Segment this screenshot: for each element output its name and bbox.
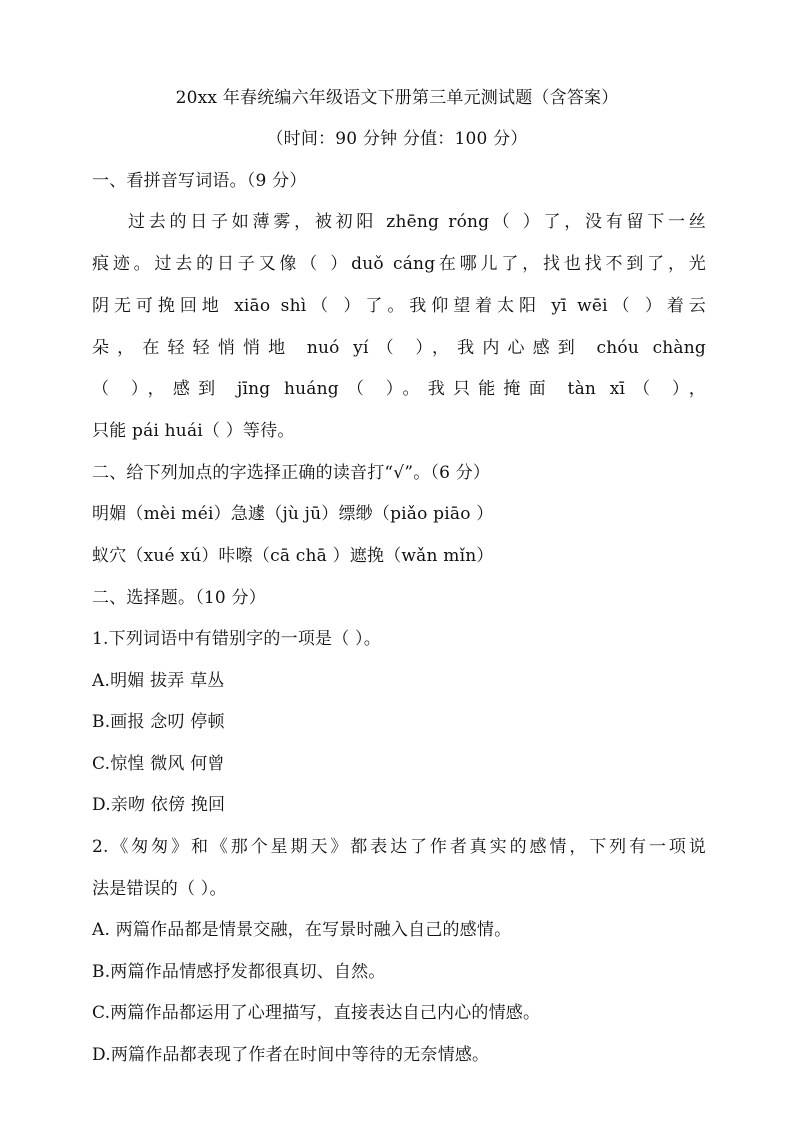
section-1-line: 过去的日子如薄雾，被初阳 zhēng róng（ ）了，没有留下一丝 [128, 212, 706, 232]
question-1-option-c: C.惊惶 微风 何曾 [92, 754, 225, 774]
question-1-option-d: D.亲吻 依傍 挽回 [92, 795, 226, 815]
question-2-option-b: B.两篇作品情感抒发都很真切、自然。 [92, 962, 386, 982]
question-1-stem: 1.下列词语中有错别字的一项是（ ）。 [92, 629, 381, 649]
section-3-heading: 二、选择题。（10 分） [92, 588, 266, 608]
question-2-stem-line-2: 法是错误的（ ）。 [92, 879, 227, 899]
section-1-line: 阴无可挽回地 xiāo shì（ ）了。我仰望着太阳 yī wēi（ ）着云 [92, 296, 706, 316]
section-2-line: 明媚（mèi méi）急遽（jù jū）缥缈（piǎo piāo ） [92, 504, 494, 524]
section-2-heading: 二、给下列加点的字选择正确的读音打“√”。（6 分） [92, 463, 491, 483]
exam-subtitle: （时间：90 分钟 分值：100 分） [266, 129, 528, 149]
section-1-line: （ ），感到 jīng huáng（ ）。我只能掩面 tàn xī（ ）， [92, 379, 706, 399]
question-2-option-d: D.两篇作品都表现了作者在时间中等待的无奈情感。 [92, 1045, 490, 1065]
question-2-option-a: A. 两篇作品都是情景交融，在写景时融入自己的感情。 [92, 920, 512, 940]
section-2-line: 蚁穴（xué xú）咔嚓（cā chā ）遮挽（wǎn mǐn） [92, 546, 494, 566]
section-1-line: 朵，在轻轻悄悄地 nuó yí（ ），我内心感到 chóu chàng [92, 338, 706, 358]
question-1-option-a: A.明媚 拔弄 草丛 [92, 671, 225, 691]
question-2-stem-line-1: 2.《匆匆》和《那个星期天》都表达了作者真实的感情，下列有一项说 [92, 837, 706, 857]
section-1-line: 痕迹。过去的日子又像（ ）duǒ cáng在哪儿了，找也找不到了，光 [92, 254, 706, 274]
section-1-heading: 一、看拼音写词语。（9 分） [92, 171, 307, 191]
exam-title: 20xx 年春统编六年级语文下册第三单元测试题（含答案） [175, 88, 619, 108]
question-2-option-c: C.两篇作品都运用了心理描写，直接表达自己内心的情感。 [92, 1003, 541, 1023]
question-1-option-b: B.画报 念叨 停顿 [92, 712, 225, 732]
section-1-line: 只能 pái huái（ ）等待。 [92, 421, 295, 441]
